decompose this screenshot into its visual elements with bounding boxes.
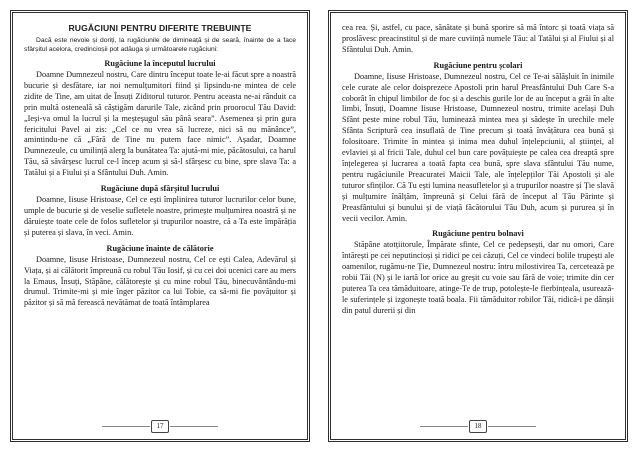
- section-heading: Rugăciune după sfârșitul lucrului: [100, 184, 220, 194]
- section-text: Doamne, Iisuse Hristoase, Cel ce ești împlinirea tuturor lucrurilor celor bune, umple de bucurie și de veselie sufletele noastre, primește mulțumirea noastră și ne dăruiește toate cele de folos sufletelor și trupurilor noastre, că a Ta este împărăția și puterea și slava, în veci. Amin.: [24, 195, 296, 237]
- page-title: RUGĂCIUNI PENTRU DIFERITE TREBUINȚE: [68, 23, 252, 33]
- section-heading: Rugăciune înainte de călătorie: [106, 243, 214, 253]
- section-text: Stăpâne atotțiitorule, Împărate sfinte, Cel ce pedepsești, dar nu omori, Care întărești pe cei neputincioși și ridici pe cei căzuți, Cel ce vindeci bolile trupești ale oamenilor, rugămu-ne Ție, Dumnezeul nostru: întru milostivirea Ta, cercetează pe robii Tăi (N) și le iartă lor orice au greșit cu voie sau fără de voie; trimite din cer puterea Ta cea tămăduitoare, atinge-Te de trup, potolește-le fierbințeala, usurează-le suferințele și izgonește toată boala. Fii tămăduitor robilor Tăi, ridică-i pe dânșii din patul durerii și din: [342, 240, 614, 315]
- section-text: Doamne Dumnezeul nostru, Care dintru început toate le-ai făcut spre a noastră bucurie și desfătare, iar noi nemulțumitori fiind și lipsindu-ne mintea de cele zidite de Tine, am uitat de Însuți Ziditorul tuturor. Pentru aceasta ne-ai rânduit ca prin multă osteneală să câștigăm darurile Tale, zicând prin proorocul Tău David: „Ieși-va omul la lucrul și la meșteșugul său până seara”. Asemenea și prin gura fericitului Pavel ai zis: „Cel ce nu vrea să lucreze, nici să nu mănânce”, amintindu-ne că „Fără de Tine nu putem face nimic”. Așadar, Doamne Dumnezeule, cu umilință alerg la bunătatea Ta: ajută-mi mie, păcătosului, ca harul Tău, să săvârșesc lucrul ce-l încep acum și să-l sfârșesc cu bine, spre slava Ta: a Tatălui și a Fiului și a Sfântului Duh. Amin.: [24, 70, 296, 178]
- continuation-text: cea rea. Și, astfel, cu pace, sănătate și bună sporire să mă întorc și toată viața să proslăvesc preacinstitul și de mare cuviință numele Tău: al Tatălui și al Fiului și al Sfântului Duh. Amin.: [342, 23, 614, 54]
- left-page: [10, 10, 310, 442]
- section-heading: Rugăciune pentru școlari: [433, 60, 523, 70]
- right-page: [328, 10, 628, 442]
- section-text: Doamne, Iisuse Hristoase, Dumnezeul nostru, Cel ce Te-ai sălășluit în inimile cele curate ale celor doisprezece Apostoli prin harul Preasfântului Duh Care S-a coborât în chipul limbilor de foc și a deschis gurile lor de au început a grăi în alte limbi, Însuți, Doamne Iisuse Hristoase, Dumnezeul nostru, trimite același Duh Sfânt peste mine robul Tău, luminează mintea mea și sădește în urechile mele Sfânta Scriptură cea insuflată de Tine precum și toată învățătura cea bună și folositoare. Trimite în mintea și inima mea duhul înțelepciunii, al științei, al evlaviei și al fricii Tale, duhul cel bun care povățuiește pe calea cea dreaptă spre înțelegerea și lucrarea a toată fapta cea bună, spre slava sfântului Tău nume, pentru rugăciunile Preacuratei Maicii Tale, ale înțelepților Tăi Apostoli și ale tuturor sfinților. Că Tu ești lumina neasufletelor și a trupurilor noastre și Ție slavă și mulțumire înălțăm, împreună și Celui fără de început al Tău Părinte și Preasfântului și bunului și de viață făcătorului Tău Duh, acum și pururea și în vecii vecilor. Amin.: [342, 71, 614, 223]
- page-number: 17: [151, 420, 169, 433]
- section-heading: Rugăciune pentru bolnavi: [432, 229, 524, 239]
- intro-note: Dacă este nevoie și doriți, la rugăciunile de dimineață și de seară, înainte de a face sfârșitul acelora, credincioșii pot adăuga și următoarele rugăciuni:: [24, 37, 296, 53]
- page-number: 18: [469, 420, 487, 433]
- section-heading: Rugăciune la începutul lucrului: [104, 59, 216, 68]
- section-text: Doamne, Iisuse Hristoase, Dumnezeul nostru, Cel ce ești Calea, Adevărul și Viața, și ai călătorit împreună cu robul Tău Iosif, și cu cei doi ucenici care au mers la Emaus, Însuți, Stăpâne, călătorește și cu mine robul Tău, binecuvântându-mi drumul. Trimite-mi și mie înger păzitor ca lui Tobie, ca să-mi fie povățuitor și păzitor și să mă ferească nevătămat de toată întâmplarea: [24, 254, 296, 308]
